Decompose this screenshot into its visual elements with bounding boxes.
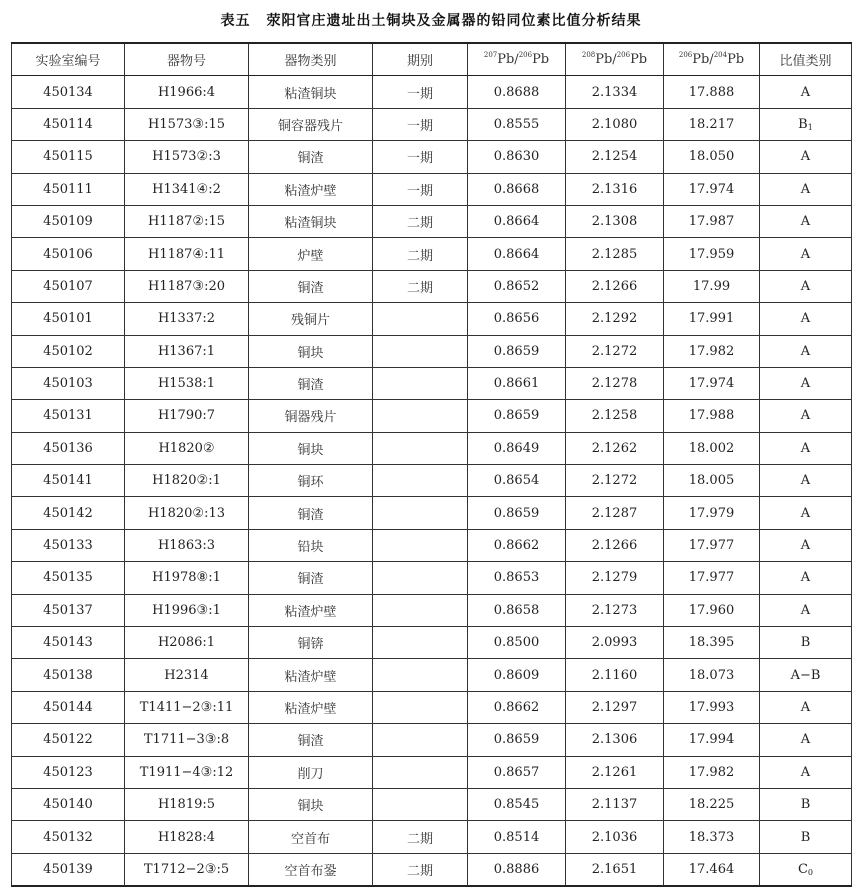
cell-lab-id: 450137 xyxy=(12,594,125,626)
cell-ratio-207-206: 0.8661 xyxy=(468,367,566,399)
ratio-type-value: A xyxy=(800,505,811,521)
cell-period xyxy=(373,400,468,432)
table-row xyxy=(12,400,852,432)
ratio-type-value: A xyxy=(800,343,811,359)
cell-object-id: H1573③:15 xyxy=(125,108,249,140)
cell-period xyxy=(373,756,468,788)
ratio-type-value: A xyxy=(800,732,811,748)
cell-lab-id: 450136 xyxy=(12,432,125,464)
table-row xyxy=(12,108,852,140)
cell-object-id: H1820②:1 xyxy=(125,465,249,497)
cell-period xyxy=(373,303,468,335)
cell-category: 铜容器残片 xyxy=(249,108,373,140)
cell-ratio-type xyxy=(760,400,852,432)
cell-ratio-206-204: 17.464 xyxy=(664,853,760,886)
cell-ratio-type xyxy=(760,724,852,756)
lead-isotope-table xyxy=(11,42,852,887)
cell-ratio-type xyxy=(760,76,852,108)
cell-ratio-type xyxy=(760,756,852,788)
cell-ratio-208-206: 2.1272 xyxy=(566,465,664,497)
cell-ratio-206-204: 17.99 xyxy=(664,270,760,302)
cell-ratio-206-204: 17.977 xyxy=(664,529,760,561)
cell-ratio-206-204: 17.979 xyxy=(664,497,760,529)
cell-ratio-type xyxy=(760,173,852,205)
cell-object-id: H1819:5 xyxy=(125,788,249,820)
ratio-type-subscript: 0 xyxy=(807,867,814,877)
cell-period: 二期 xyxy=(373,821,468,853)
cell-category: 铜块 xyxy=(249,432,373,464)
cell-lab-id: 450114 xyxy=(12,108,125,140)
cell-category: 粘渣铜块 xyxy=(249,76,373,108)
cell-object-id: T1911−4③:12 xyxy=(125,756,249,788)
cell-category: 粘渣炉壁 xyxy=(249,173,373,205)
cell-category: 铜块 xyxy=(249,335,373,367)
cell-ratio-207-206: 0.8662 xyxy=(468,529,566,561)
cell-period: 一期 xyxy=(373,108,468,140)
table-row xyxy=(12,141,852,173)
cell-lab-id: 450140 xyxy=(12,788,125,820)
ratio-type-value: B xyxy=(800,829,811,845)
cell-ratio-207-206: 0.8662 xyxy=(468,691,566,723)
cell-object-id: H1978⑧:1 xyxy=(125,562,249,594)
cell-ratio-207-206: 0.8630 xyxy=(468,141,566,173)
table-row xyxy=(12,853,852,886)
cell-category: 铜渣 xyxy=(249,270,373,302)
cell-period xyxy=(373,432,468,464)
cell-period xyxy=(373,627,468,659)
ratio-type-value: A xyxy=(800,376,811,392)
cell-category: 粘渣炉壁 xyxy=(249,691,373,723)
cell-period: 一期 xyxy=(373,173,468,205)
cell-period xyxy=(373,562,468,594)
cell-period xyxy=(373,335,468,367)
table-row xyxy=(12,627,852,659)
ratio-type-value: A−B xyxy=(790,667,821,683)
cell-lab-id: 450144 xyxy=(12,691,125,723)
table-row xyxy=(12,173,852,205)
cell-ratio-206-204: 17.987 xyxy=(664,205,760,237)
cell-lab-id: 450103 xyxy=(12,367,125,399)
cell-period: 二期 xyxy=(373,238,468,270)
cell-object-id: H1337:2 xyxy=(125,303,249,335)
cell-ratio-type xyxy=(760,659,852,691)
cell-period xyxy=(373,724,468,756)
header-category: 器物类别 xyxy=(249,43,373,76)
cell-ratio-type xyxy=(760,335,852,367)
cell-ratio-type xyxy=(760,367,852,399)
cell-ratio-206-204: 18.005 xyxy=(664,465,760,497)
cell-ratio-type xyxy=(760,141,852,173)
cell-ratio-206-204: 17.974 xyxy=(664,173,760,205)
header-ratio-206-204: $^{206}$Pb/$^{204}$Pb xyxy=(664,43,760,76)
cell-ratio-207-206: 0.8654 xyxy=(468,465,566,497)
cell-category: 铜渣 xyxy=(249,367,373,399)
table-number: 表五 xyxy=(220,13,251,29)
cell-ratio-208-206: 2.1306 xyxy=(566,724,664,756)
cell-category: 粘渣炉壁 xyxy=(249,594,373,626)
cell-period xyxy=(373,497,468,529)
cell-lab-id: 450109 xyxy=(12,205,125,237)
cell-ratio-208-206: 2.1160 xyxy=(566,659,664,691)
table-row xyxy=(12,465,852,497)
ratio-type-value: B xyxy=(800,635,811,651)
cell-ratio-208-206: 2.1258 xyxy=(566,400,664,432)
header-ratio-207-206: $^{207}$Pb/$^{206}$Pb xyxy=(468,43,566,76)
ratio-type-value: A xyxy=(800,602,811,618)
cell-ratio-208-206: 2.1273 xyxy=(566,594,664,626)
cell-ratio-type xyxy=(760,821,852,853)
cell-period xyxy=(373,659,468,691)
cell-ratio-207-206: 0.8659 xyxy=(468,497,566,529)
ratio-type-value: A xyxy=(800,473,811,489)
cell-lab-id: 450122 xyxy=(12,724,125,756)
cell-ratio-206-204: 17.977 xyxy=(664,562,760,594)
cell-object-id: H1863:3 xyxy=(125,529,249,561)
cell-ratio-208-206: 2.1308 xyxy=(566,205,664,237)
cell-object-id: H1996③:1 xyxy=(125,594,249,626)
ratio-type-value: A xyxy=(800,700,811,715)
table-row xyxy=(12,270,852,302)
ratio-type-value: A xyxy=(800,570,811,586)
cell-ratio-207-206: 0.8652 xyxy=(468,270,566,302)
cell-category: 铜锛 xyxy=(249,627,373,659)
cell-ratio-208-206: 2.1261 xyxy=(566,756,664,788)
cell-ratio-206-204: 17.982 xyxy=(664,335,760,367)
cell-object-id: H1187②:15 xyxy=(125,205,249,237)
ratio-type-value: A xyxy=(800,246,811,262)
cell-ratio-206-204: 18.395 xyxy=(664,627,760,659)
cell-ratio-208-206: 2.1278 xyxy=(566,367,664,399)
ratio-type-value: B xyxy=(798,116,808,132)
cell-ratio-208-206: 2.1254 xyxy=(566,141,664,173)
table-row xyxy=(12,562,852,594)
cell-category: 削刀 xyxy=(249,756,373,788)
cell-period xyxy=(373,465,468,497)
cell-ratio-207-206: 0.8664 xyxy=(468,238,566,270)
cell-ratio-206-204: 17.994 xyxy=(664,724,760,756)
ratio-type-value: A xyxy=(800,278,811,294)
cell-ratio-type xyxy=(760,594,852,626)
cell-lab-id: 450139 xyxy=(12,853,125,886)
cell-ratio-206-204: 17.974 xyxy=(664,367,760,399)
cell-ratio-type xyxy=(760,529,852,561)
ratio-type-value: B xyxy=(800,797,811,813)
cell-lab-id: 450131 xyxy=(12,400,125,432)
cell-category: 铅块 xyxy=(249,529,373,561)
header-ratio-208-206: $^{208}$Pb/$^{206}$Pb xyxy=(566,43,664,76)
cell-ratio-208-206: 2.0993 xyxy=(566,627,664,659)
cell-ratio-206-204: 18.002 xyxy=(664,432,760,464)
cell-lab-id: 450141 xyxy=(12,465,125,497)
cell-ratio-207-206: 0.8500 xyxy=(468,627,566,659)
cell-lab-id: 450115 xyxy=(12,141,125,173)
cell-ratio-type xyxy=(760,432,852,464)
cell-ratio-207-206: 0.8659 xyxy=(468,724,566,756)
cell-period: 一期 xyxy=(373,141,468,173)
header-ratio-type: 比值类别 xyxy=(760,43,852,76)
cell-period: 一期 xyxy=(373,76,468,108)
cell-period: 二期 xyxy=(373,270,468,302)
cell-object-id: H2086:1 xyxy=(125,627,249,659)
cell-category: 铜器残片 xyxy=(249,400,373,432)
cell-object-id: H1187④:11 xyxy=(125,238,249,270)
cell-ratio-type xyxy=(760,497,852,529)
cell-ratio-207-206: 0.8653 xyxy=(468,562,566,594)
cell-ratio-type xyxy=(760,691,852,723)
cell-ratio-type xyxy=(760,238,852,270)
ratio-type-value: A xyxy=(800,408,811,424)
table-row xyxy=(12,238,852,270)
cell-lab-id: 450123 xyxy=(12,756,125,788)
cell-ratio-208-206: 2.1316 xyxy=(566,173,664,205)
cell-lab-id: 450134 xyxy=(12,76,125,108)
table-row xyxy=(12,303,852,335)
cell-ratio-type xyxy=(760,627,852,659)
cell-ratio-208-206: 2.1334 xyxy=(566,76,664,108)
cell-ratio-206-204: 18.373 xyxy=(664,821,760,853)
cell-ratio-206-204: 17.959 xyxy=(664,238,760,270)
cell-ratio-207-206: 0.8664 xyxy=(468,205,566,237)
cell-ratio-type xyxy=(760,303,852,335)
cell-ratio-207-206: 0.8514 xyxy=(468,821,566,853)
cell-category: 粘渣炉壁 xyxy=(249,659,373,691)
cell-category: 空首布 xyxy=(249,821,373,853)
cell-category: 炉壁 xyxy=(249,238,373,270)
cell-object-id: H1820② xyxy=(125,432,249,464)
table-row xyxy=(12,594,852,626)
cell-period xyxy=(373,529,468,561)
cell-lab-id: 450111 xyxy=(12,173,125,205)
cell-ratio-208-206: 2.1292 xyxy=(566,303,664,335)
cell-ratio-207-206: 0.8668 xyxy=(468,173,566,205)
ratio-type-value: A xyxy=(800,538,811,554)
table-row xyxy=(12,691,852,723)
ratio-type-value: A xyxy=(800,149,811,165)
cell-object-id: H1341④:2 xyxy=(125,173,249,205)
cell-category: 铜渣 xyxy=(249,141,373,173)
cell-lab-id: 450138 xyxy=(12,659,125,691)
cell-object-id: H1573②:3 xyxy=(125,141,249,173)
cell-ratio-207-206: 0.8688 xyxy=(468,76,566,108)
cell-category: 粘渣铜块 xyxy=(249,205,373,237)
cell-ratio-207-206: 0.8545 xyxy=(468,788,566,820)
cell-category: 铜块 xyxy=(249,788,373,820)
table-row xyxy=(12,335,852,367)
ratio-type-subscript: 1 xyxy=(807,122,813,132)
cell-ratio-207-206: 0.8658 xyxy=(468,594,566,626)
table-row xyxy=(12,529,852,561)
cell-ratio-206-204: 17.988 xyxy=(664,400,760,432)
cell-ratio-207-206: 0.8886 xyxy=(468,853,566,886)
cell-object-id: T1712−2③:5 xyxy=(125,853,249,886)
cell-ratio-208-206: 2.1285 xyxy=(566,238,664,270)
cell-category: 空首布銎 xyxy=(249,853,373,886)
cell-ratio-206-204: 17.888 xyxy=(664,76,760,108)
cell-ratio-206-204: 17.982 xyxy=(664,756,760,788)
cell-ratio-type xyxy=(760,465,852,497)
table-row xyxy=(12,497,852,529)
cell-object-id: H1187③:20 xyxy=(125,270,249,302)
table-caption: 荥阳官庄遗址出土铜块及金属器的铅同位素比值分析结果 xyxy=(266,13,642,29)
table-body xyxy=(12,76,852,886)
cell-ratio-206-204: 17.991 xyxy=(664,303,760,335)
cell-ratio-208-206: 2.1262 xyxy=(566,432,664,464)
ratio-type-value: A xyxy=(800,181,811,197)
cell-period: 二期 xyxy=(373,205,468,237)
ratio-type-value: A xyxy=(800,84,811,100)
table-row xyxy=(12,756,852,788)
cell-lab-id: 450106 xyxy=(12,238,125,270)
table-title xyxy=(0,10,862,30)
cell-ratio-208-206: 2.1266 xyxy=(566,529,664,561)
ratio-type-value: C xyxy=(797,861,808,877)
ratio-type-value: A xyxy=(800,311,811,327)
cell-object-id: H1828:4 xyxy=(125,821,249,853)
ratio-type-value: A xyxy=(800,214,811,230)
cell-ratio-208-206: 2.1279 xyxy=(566,562,664,594)
header-period: 期别 xyxy=(373,43,468,76)
cell-ratio-208-206: 2.1036 xyxy=(566,821,664,853)
cell-ratio-208-206: 2.1651 xyxy=(566,853,664,886)
cell-ratio-type xyxy=(760,853,852,886)
cell-ratio-206-204: 17.993 xyxy=(664,691,760,723)
cell-period xyxy=(373,367,468,399)
table-row xyxy=(12,367,852,399)
cell-ratio-208-206: 2.1297 xyxy=(566,691,664,723)
cell-ratio-type xyxy=(760,562,852,594)
cell-ratio-208-206: 2.1287 xyxy=(566,497,664,529)
table-row xyxy=(12,659,852,691)
cell-period: 二期 xyxy=(373,853,468,886)
cell-ratio-208-206: 2.1266 xyxy=(566,270,664,302)
ratio-type-value: A xyxy=(800,440,811,456)
cell-object-id: H1538:1 xyxy=(125,367,249,399)
cell-ratio-208-206: 2.1080 xyxy=(566,108,664,140)
cell-category: 铜渣 xyxy=(249,497,373,529)
table-row xyxy=(12,205,852,237)
cell-lab-id: 450142 xyxy=(12,497,125,529)
cell-ratio-208-206: 2.1137 xyxy=(566,788,664,820)
cell-category: 铜渣 xyxy=(249,724,373,756)
cell-lab-id: 450107 xyxy=(12,270,125,302)
cell-ratio-type xyxy=(760,270,852,302)
cell-ratio-206-204: 17.960 xyxy=(664,594,760,626)
cell-category: 铜渣 xyxy=(249,562,373,594)
cell-lab-id: 450132 xyxy=(12,821,125,853)
cell-object-id: T1711−3③:8 xyxy=(125,724,249,756)
cell-category: 铜环 xyxy=(249,465,373,497)
table-row xyxy=(12,76,852,108)
cell-period xyxy=(373,594,468,626)
cell-ratio-207-206: 0.8609 xyxy=(468,659,566,691)
ratio-type-value: A xyxy=(800,764,811,780)
cell-ratio-207-206: 0.8657 xyxy=(468,756,566,788)
cell-object-id: T1411−2③:11 xyxy=(125,691,249,723)
cell-lab-id: 450133 xyxy=(12,529,125,561)
cell-ratio-208-206: 2.1272 xyxy=(566,335,664,367)
cell-ratio-207-206: 0.8659 xyxy=(468,400,566,432)
header-row xyxy=(12,43,852,76)
cell-object-id: H2314 xyxy=(125,659,249,691)
cell-lab-id: 450102 xyxy=(12,335,125,367)
cell-ratio-207-206: 0.8659 xyxy=(468,335,566,367)
header-object-id: 器物号 xyxy=(125,43,249,76)
cell-ratio-207-206: 0.8555 xyxy=(468,108,566,140)
cell-object-id: H1790:7 xyxy=(125,400,249,432)
cell-ratio-206-204: 18.217 xyxy=(664,108,760,140)
cell-lab-id: 450143 xyxy=(12,627,125,659)
cell-ratio-207-206: 0.8656 xyxy=(468,303,566,335)
cell-ratio-type xyxy=(760,108,852,140)
cell-ratio-type xyxy=(760,788,852,820)
cell-object-id: H1966:4 xyxy=(125,76,249,108)
cell-ratio-206-204: 18.050 xyxy=(664,141,760,173)
table-row xyxy=(12,432,852,464)
table-row xyxy=(12,788,852,820)
cell-ratio-206-204: 18.225 xyxy=(664,788,760,820)
table-row xyxy=(12,821,852,853)
cell-ratio-206-204: 18.073 xyxy=(664,659,760,691)
cell-period xyxy=(373,788,468,820)
cell-ratio-207-206: 0.8649 xyxy=(468,432,566,464)
cell-object-id: H1820②:13 xyxy=(125,497,249,529)
cell-lab-id: 450101 xyxy=(12,303,125,335)
table-row xyxy=(12,724,852,756)
cell-lab-id: 450135 xyxy=(12,562,125,594)
cell-category: 残铜片 xyxy=(249,303,373,335)
cell-object-id: H1367:1 xyxy=(125,335,249,367)
cell-period xyxy=(373,691,468,723)
header-lab-id: 实验室编号 xyxy=(12,43,125,76)
cell-ratio-type xyxy=(760,205,852,237)
